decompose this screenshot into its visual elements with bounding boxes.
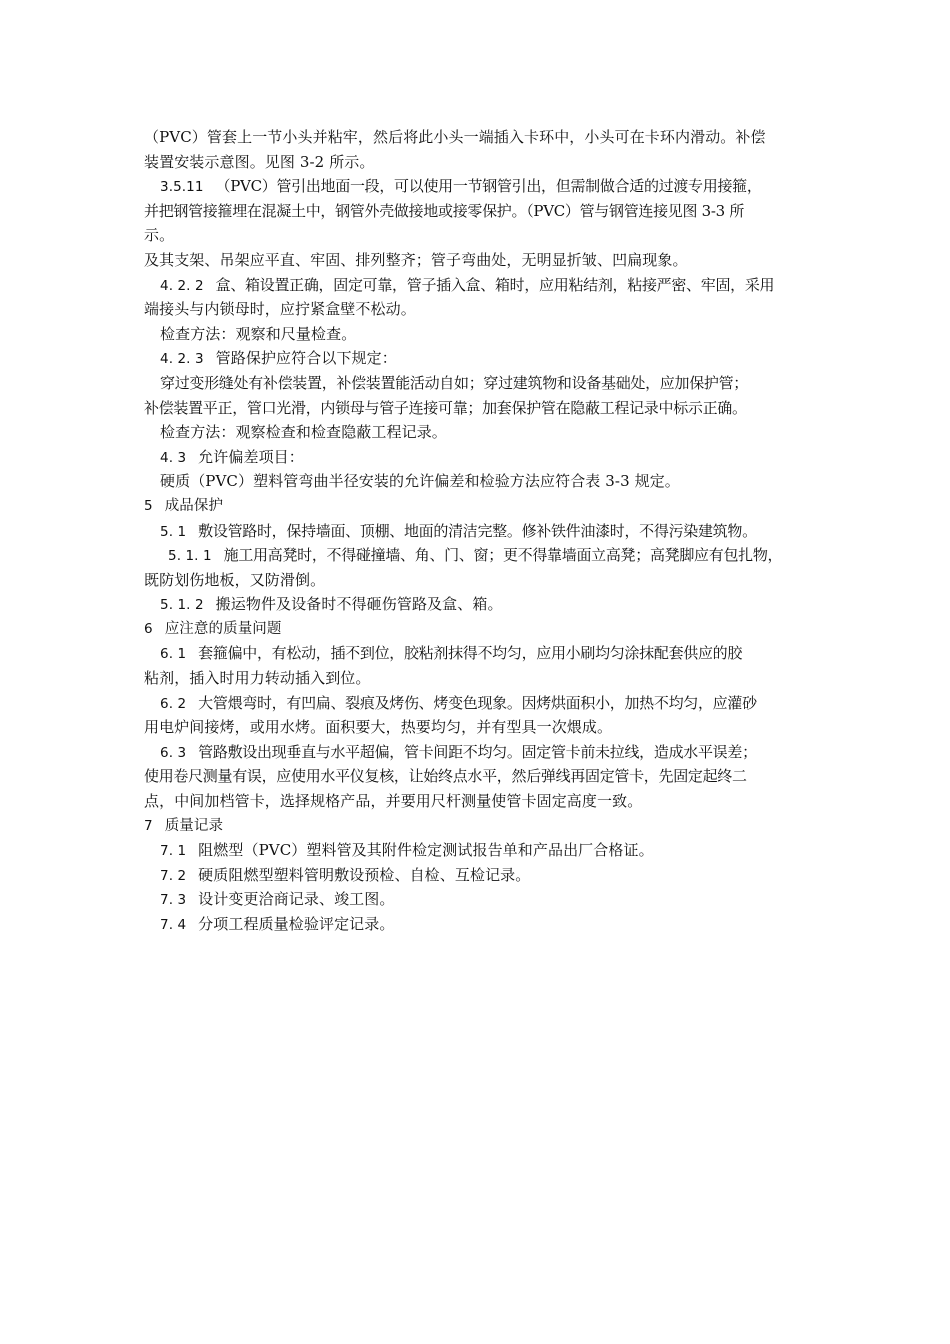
section-7-2: 7. 2 硬质阻燃型塑料管明敷设预检、自检、互检记录。 <box>160 865 531 884</box>
section-4-2-3: 4. 2. 3 管路保护应符合以下规定： <box>160 349 397 368</box>
section-7-4: 7. 4 分项工程质量检验评定记录。 <box>160 915 395 933</box>
paragraph-line: 既防划伤地板，又防滑倒。 <box>144 570 326 589</box>
paragraph-line: 示。 <box>144 226 175 245</box>
section-5-1-2: 5. 1. 2 搬运物件及设备时不得砸伤管路及盒、箱。 <box>160 595 503 614</box>
paragraph-line: （PVC）管套上一节小头并粘牢，然后将此小头一端插入卡环中，小头可在卡环内滑动。补偿 <box>144 128 766 146</box>
section-6-3: 6. 3 管路敷设出现垂直与水平超偏，管卡间距不均匀。固定管卡前未拉线，造成水平误差； <box>160 742 757 761</box>
section-6-2: 6. 2 大管煨弯时，有凹扁、裂痕及烤伤、烤变色现象。因烤烘面积小，加热不均匀，应灌砂 <box>160 693 757 712</box>
paragraph-line: 检查方法：观察检查和检查隐蔽工程记录。 <box>160 423 447 442</box>
paragraph-line: 硬质（PVC）塑料管弯曲半径安装的允许偏差和检验方法应符合表 3-3 规定。 <box>160 472 680 491</box>
paragraph-line: 穿过变形缝处有补偿装置，补偿装置能活动自如；穿过建筑物和设备基础处，应加保护管； <box>160 373 749 392</box>
paragraph-line: 使用卷尺测量有误，应使用水平仪复核，让始终点水平，然后弹线再固定管卡，先固定起终二 <box>144 767 747 786</box>
section-5-1: 5. 1 敷设管路时，保持墙面、顶棚、地面的清洁完整。修补铁件油漆时，不得污染建筑物。 <box>160 521 757 540</box>
paragraph-line: 用电炉间接烤，或用水烤。面积要大，热要均匀，并有型具一次煨成。 <box>144 718 613 737</box>
section-heading-5: 5 成品保护 <box>144 497 224 514</box>
paragraph-line: 粘剂，插入时用力转动插入到位。 <box>144 669 371 688</box>
section-7-3: 7. 3 设计变更洽商记录、竣工图。 <box>160 890 395 909</box>
paragraph-line: 检查方法：观察和尺量检查。 <box>160 324 357 343</box>
paragraph-line: 端接头与内锁母时，应拧紧盒壁不松动。 <box>144 300 416 319</box>
section-7-1: 7. 1 阻燃型（PVC）塑料管及其附件检定测试报告单和产品出厂合格证。 <box>160 841 654 860</box>
section-5-1-1: 5. 1. 1 施工用高凳时，不得碰撞墙、角、门、窗；更不得靠墙面立高凳；高凳脚应有包扎物， <box>168 546 783 565</box>
section-heading-6: 6 应注意的质量问题 <box>144 620 282 637</box>
paragraph-line: 并把钢管接箍埋在混凝土中，钢管外壳做接地或接零保护。（PVC）管与钢管连接见图 3-3 所 <box>144 201 745 220</box>
section-3-5-11: 3.5.11 （PVC）管引出地面一段，可以使用一节钢管引出，但需制做合适的过渡专用接箍， <box>160 177 762 196</box>
section-6-1: 6. 1 套箍偏中，有松动，插不到位，胶粘剂抹得不均匀，应用小刷均匀涂抹配套供应的胶 <box>160 644 743 663</box>
section-4-3: 4. 3 允许偏差项目： <box>160 447 304 466</box>
paragraph-line: 及其支架、吊架应平直、牢固、排列整齐；管子弯曲处，无明显折皱、凹扁现象。 <box>144 250 688 269</box>
paragraph-line: 点，中间加档管卡，选择规格产品，并要用尺杆测量使管卡固定高度一致。 <box>144 792 643 811</box>
section-4-2-2: 4. 2. 2 盒、箱设置正确，固定可靠，管子插入盒、箱时，应用粘结剂，粘接严密、牢固，采用 <box>160 275 775 294</box>
paragraph-line: 补偿装置平正，管口光滑，内锁母与管子连接可靠；加套保护管在隐蔽工程记录中标示正确。 <box>144 398 747 417</box>
paragraph-line: 装置安装示意图。见图 3-2 所示。 <box>144 152 375 171</box>
section-heading-7: 7 质量记录 <box>144 817 224 834</box>
document-body <box>144 125 814 937</box>
